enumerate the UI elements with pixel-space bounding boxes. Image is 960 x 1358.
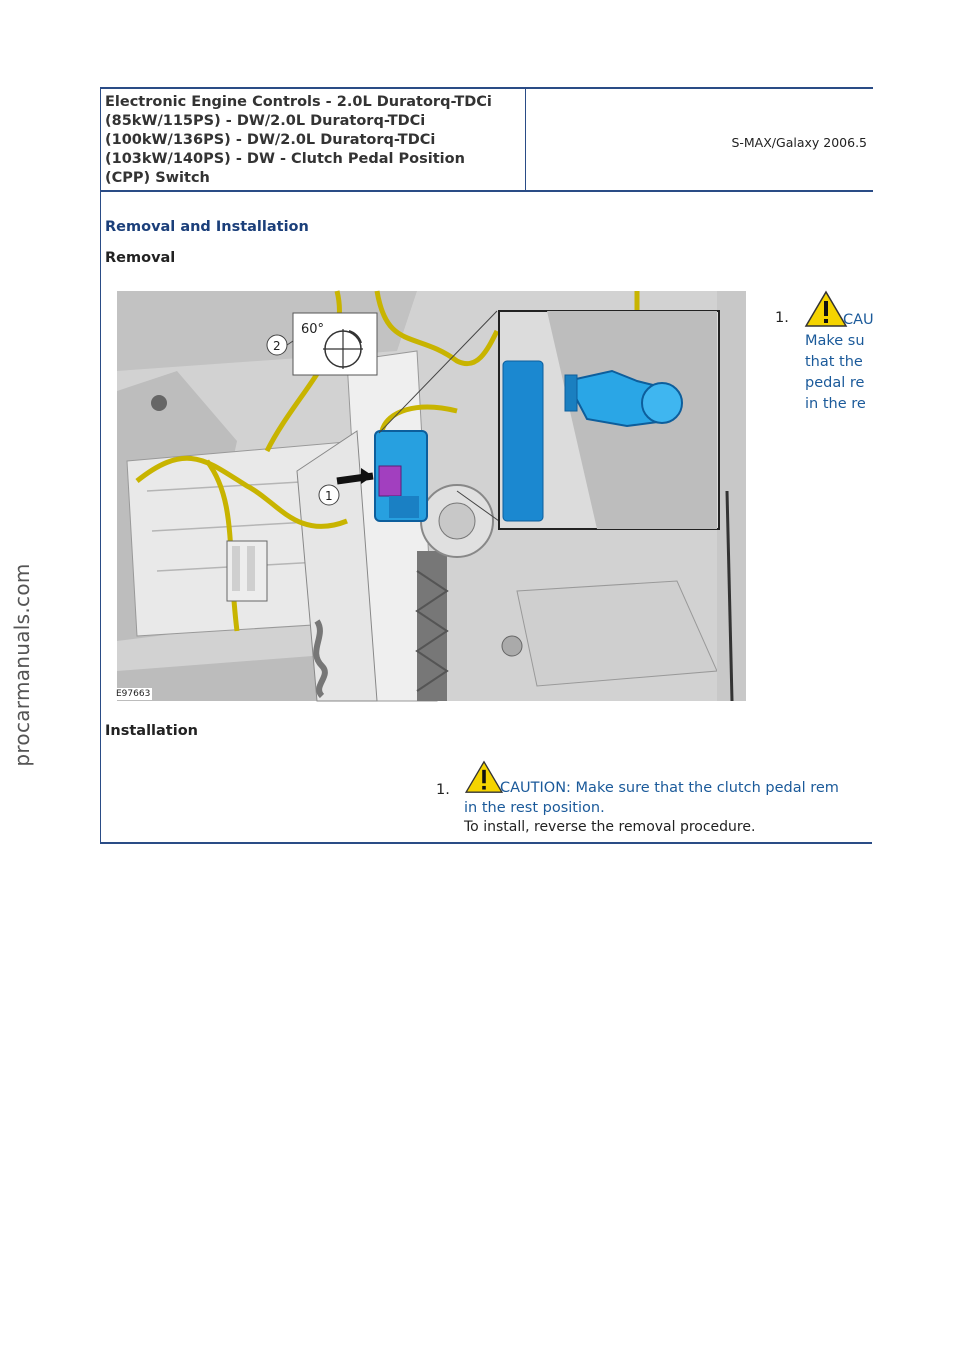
removal-heading: Removal bbox=[105, 250, 176, 266]
angle-label: 60° bbox=[301, 322, 325, 337]
document-header bbox=[100, 87, 873, 192]
caution-line: that the bbox=[805, 354, 863, 370]
watermark-text: procarmanuals.com bbox=[10, 563, 34, 767]
watermark-sidebar bbox=[2, 545, 42, 785]
step-number: 1. bbox=[775, 310, 789, 326]
bottom-border bbox=[100, 842, 872, 844]
caution-text bbox=[805, 310, 874, 415]
left-border bbox=[100, 188, 101, 843]
step-number: 1. bbox=[436, 782, 450, 798]
callout-2: 2 bbox=[273, 339, 281, 353]
vehicle-model: S-MAX/Galaxy 2006.5 bbox=[731, 135, 867, 150]
title-line: (100kW/136PS) - DW/2.0L Duratorq-TDCi bbox=[105, 132, 436, 148]
removal-step-1 bbox=[775, 290, 874, 412]
caution-text: CAUTION: Make sure that the clutch pedal rem bbox=[500, 780, 839, 796]
warning-triangle-icon bbox=[464, 760, 504, 794]
figure-id: E97663 bbox=[116, 689, 151, 699]
caution-text-continued: in the rest position. bbox=[464, 800, 605, 816]
title-line: (103kW/140PS) - DW - Clutch Pedal Position bbox=[105, 151, 465, 167]
removal-illustration bbox=[117, 291, 746, 701]
header-divider bbox=[525, 89, 526, 190]
title-line: (CPP) Switch bbox=[105, 170, 210, 186]
caution-line: CAU bbox=[843, 312, 874, 328]
instruction-text: To install, reverse the removal procedure. bbox=[464, 819, 756, 835]
title-line: (85kW/115PS) - DW/2.0L Duratorq-TDCi bbox=[105, 113, 426, 129]
section-title: Removal and Installation bbox=[105, 219, 309, 235]
installation-step-1 bbox=[436, 760, 872, 840]
component-illustration bbox=[117, 291, 746, 701]
installation-heading: Installation bbox=[105, 723, 198, 739]
caution-line: Make su bbox=[805, 333, 865, 349]
callout-1: 1 bbox=[325, 489, 333, 503]
title-line: Electronic Engine Controls - 2.0L Duratorq-TDCi bbox=[105, 94, 492, 110]
caution-line: in the re bbox=[805, 396, 866, 412]
page-title bbox=[105, 93, 523, 188]
caution-line: pedal re bbox=[805, 375, 865, 391]
